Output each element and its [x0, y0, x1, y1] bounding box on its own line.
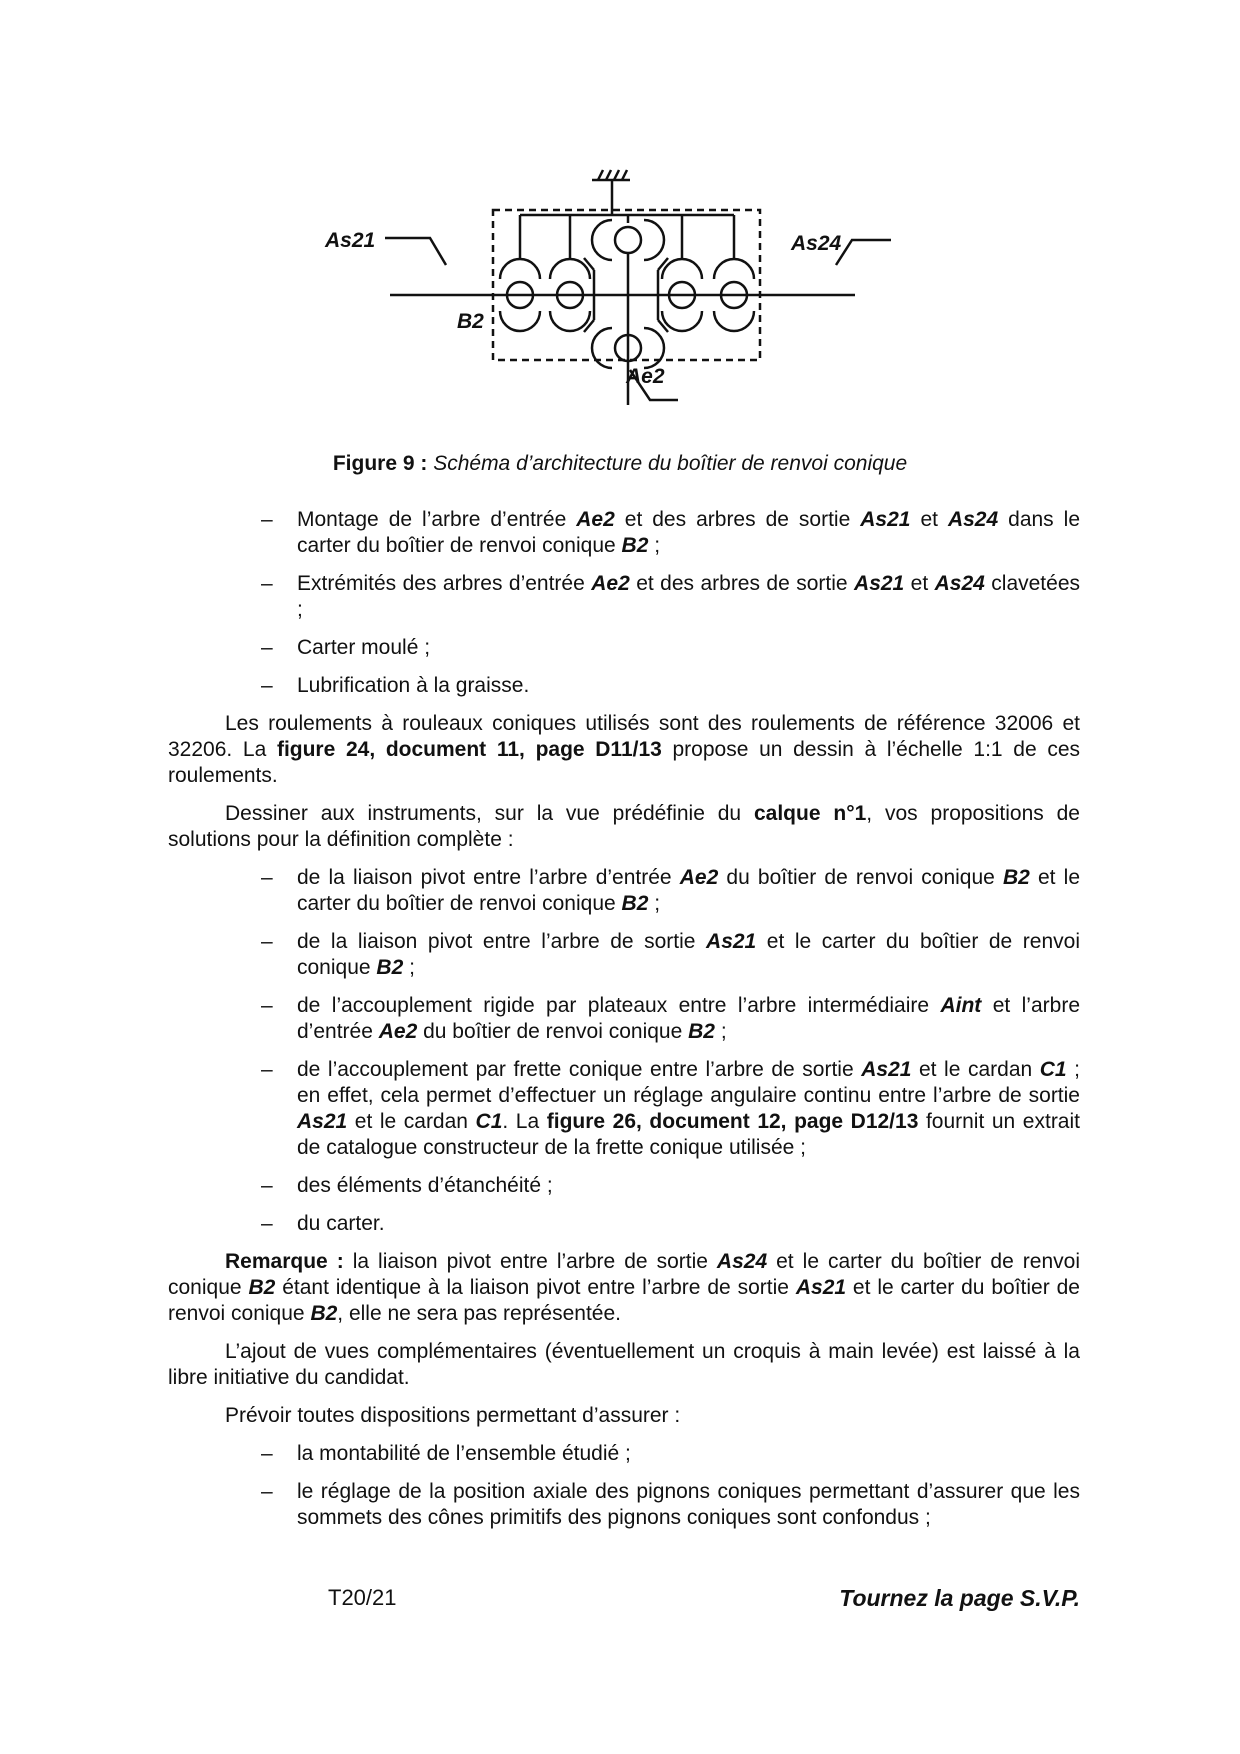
page-number: T20/21: [328, 1585, 397, 1610]
text-run: Extrémités des arbres d’entrée: [297, 572, 592, 595]
text-run: ;: [403, 956, 415, 979]
text-run: et: [910, 508, 948, 531]
caption-label: Figure 9 :: [332, 452, 428, 475]
list-item: [168, 993, 1080, 1045]
text-run: Ae2: [576, 508, 615, 531]
text-run: Dessiner aux instruments, sur la vue prédéfinie du: [225, 802, 754, 825]
text-run: la montabilité de l’ensemble étudié ;: [297, 1442, 631, 1465]
text-run: As21: [861, 1058, 912, 1081]
text-run: As21: [706, 930, 757, 953]
text-run: , vos propositions de solutions pour la définition complète :: [168, 802, 1080, 851]
text-run: et le carter du boîtier de renvoi conique: [297, 866, 1080, 915]
list-item: [168, 929, 1080, 981]
text-run: et l’arbre d’entrée: [297, 994, 1080, 1043]
text-run: du boîtier de renvoi conique: [417, 1020, 689, 1043]
dash-bullet: –: [261, 674, 273, 697]
text-run: le réglage de la position axiale des pignons coniques permettant d’assurer que les sommets des cônes primitifs des pignons coniques sont confondus ;: [297, 1480, 1080, 1529]
text-run: fournit un extrait de catalogue constructeur de la frette conique utilisée ;: [297, 1110, 1080, 1159]
para4: [168, 1339, 1080, 1391]
text-run: B2: [688, 1020, 715, 1043]
text-run: de l’accouplement par frette conique entre l’arbre de sortie: [297, 1058, 862, 1081]
list-item: [168, 1479, 1080, 1531]
text-run: et: [904, 572, 935, 595]
dash-bullet: –: [261, 866, 273, 889]
list-item: [168, 1173, 1080, 1199]
dash-bullet: –: [261, 572, 273, 595]
list-item: [168, 507, 1080, 559]
text-run: Aint: [940, 994, 982, 1017]
text-run: propose un dessin à l’échelle 1:1 de ces roulements.: [168, 738, 1081, 787]
text-run: Montage de l’arbre d’entrée: [297, 508, 577, 531]
housing-boundary: [493, 210, 760, 360]
dash-bullet: –: [261, 636, 273, 659]
dash-bullet: –: [261, 1442, 273, 1465]
text-run: C1: [1039, 1058, 1067, 1081]
dash-bullet: –: [261, 1480, 273, 1503]
list-item: [168, 1057, 1080, 1161]
dash-bullet: –: [261, 1174, 273, 1197]
list2: [168, 865, 1080, 1237]
dash-bullet: –: [261, 1058, 273, 1081]
text-run: et des arbres de sortie: [629, 572, 855, 595]
para2: [168, 801, 1080, 853]
page-body: [168, 507, 1080, 1543]
dash-bullet: –: [261, 508, 273, 531]
text-run: clavetées ;: [297, 572, 1081, 621]
text-run: calque n°1: [753, 802, 867, 825]
text-run: Ae2: [679, 866, 719, 889]
text-run: B2: [376, 956, 404, 979]
text-run: As21: [854, 572, 905, 595]
text-run: Ae2: [378, 1020, 418, 1043]
figure-caption: [0, 452, 1240, 476]
text-run: B2: [310, 1302, 338, 1325]
text-run: de la liaison pivot entre l’arbre d’entrée: [297, 866, 680, 889]
text-run: la liaison pivot entre l’arbre de sortie: [343, 1250, 717, 1273]
text-run: B2: [621, 534, 649, 557]
list-item: [168, 571, 1080, 623]
list-item: [168, 865, 1080, 917]
text-run: . La: [502, 1110, 547, 1133]
list-item: [168, 635, 1080, 661]
text-run: figure 24, document 11, page D11/13: [276, 738, 662, 761]
text-run: C1: [475, 1110, 503, 1133]
label-as21: As21: [325, 229, 376, 252]
list3: [168, 1441, 1080, 1531]
text-run: étant identique à la liaison pivot entre l’arbre de sortie: [275, 1276, 796, 1299]
text-run: et le cardan: [347, 1110, 476, 1133]
dash-bullet: –: [261, 994, 273, 1017]
text-run: As24: [947, 508, 999, 531]
list-item: [168, 1441, 1080, 1467]
text-run: du carter.: [297, 1212, 385, 1235]
text-run: As24: [934, 572, 985, 595]
text-run: et des arbres de sortie: [614, 508, 861, 531]
text-run: L’ajout de vues complémentaires (éventuellement un croquis à main levée) est laissé à la libre initiative du candidat.: [168, 1340, 1080, 1389]
text-run: Les roulements à rouleaux coniques utilisés sont des roulements de référence 32006 et 32206. La: [168, 712, 1080, 761]
dash-bullet: –: [261, 930, 273, 953]
text-run: B2: [621, 892, 649, 915]
turn-page-note: Tournez la page S.V.P.: [839, 1585, 1080, 1611]
text-run: de la liaison pivot entre l’arbre de sortie: [297, 930, 707, 953]
text-run: et le carter du boîtier de renvoi conique: [168, 1250, 1080, 1299]
text-run: des éléments d’étanchéité ;: [297, 1174, 553, 1197]
dash-bullet: –: [261, 1212, 273, 1235]
text-run: et le cardan: [911, 1058, 1040, 1081]
text-run: et le carter du boîtier de renvoi conique: [168, 1276, 1080, 1325]
para1: [168, 711, 1080, 789]
text-run: As21: [860, 508, 911, 531]
para3: [168, 1249, 1080, 1327]
list-item: [168, 673, 1080, 699]
architecture-diagram: [325, 170, 960, 440]
text-run: Prévoir toutes dispositions permettant d’assurer :: [225, 1404, 681, 1427]
text-run: ; en effet, cela permet d’effectuer un réglage angulaire continu entre l’arbre de sortie: [297, 1058, 1081, 1107]
text-run: ;: [714, 1020, 727, 1043]
label-ae2: Ae2: [626, 365, 665, 388]
text-run: du boîtier de renvoi conique: [718, 866, 1003, 889]
list1: [168, 507, 1080, 699]
text-run: B2: [248, 1276, 276, 1299]
text-run: Carter moulé ;: [297, 636, 431, 659]
text-run: Ae2: [591, 572, 630, 595]
text-run: As21: [297, 1110, 348, 1133]
text-run: Lubrification à la graisse.: [297, 674, 530, 697]
text-run: Remarque :: [225, 1250, 344, 1273]
para5: [168, 1403, 1080, 1429]
text-run: As24: [716, 1250, 768, 1273]
text-run: ;: [648, 892, 661, 915]
list-item: [168, 1211, 1080, 1237]
label-as24: As24: [791, 232, 842, 255]
text-run: As21: [795, 1276, 847, 1299]
text-run: figure 26, document 12, page D12/13: [546, 1110, 919, 1133]
text-run: , elle ne sera pas représentée.: [337, 1302, 621, 1325]
text-run: B2: [1002, 866, 1030, 889]
text-run: dans le carter du boîtier de renvoi conique: [297, 508, 1080, 557]
caption-text: Schéma d’architecture du boîtier de renvoi conique: [433, 452, 908, 475]
text-run: ;: [648, 534, 661, 557]
label-b2: B2: [457, 310, 484, 333]
text-run: et le carter du boîtier de renvoi conique: [297, 930, 1080, 979]
text-run: de l’accouplement rigide par plateaux entre l’arbre intermédiaire: [297, 994, 941, 1017]
